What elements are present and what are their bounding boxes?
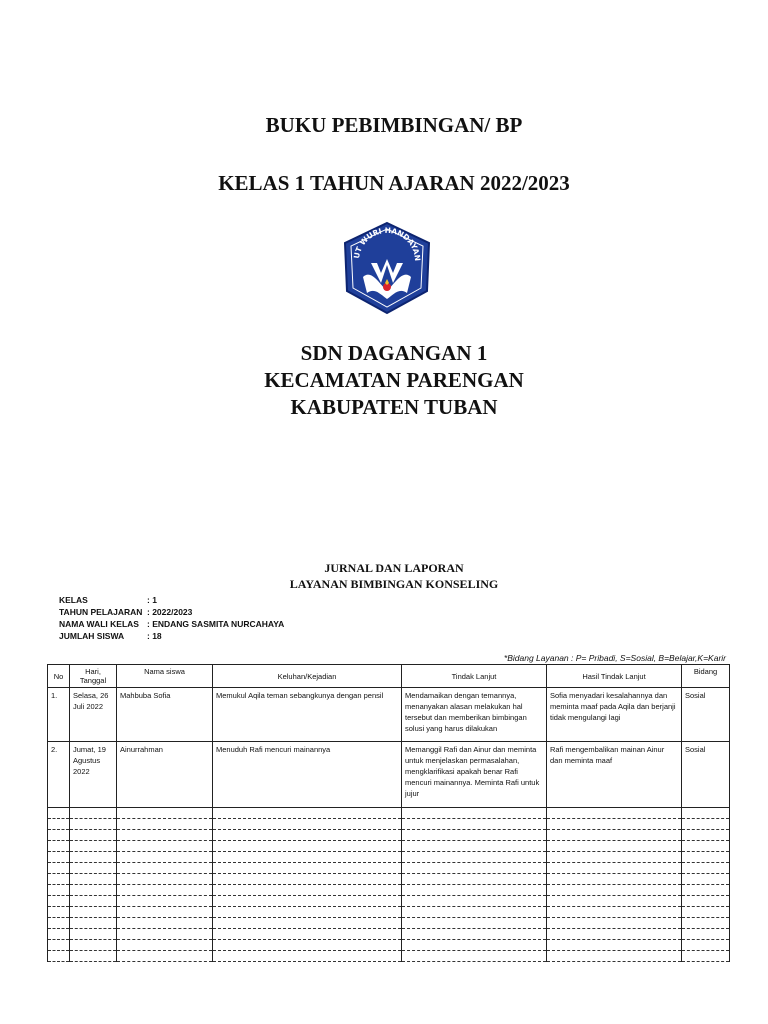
empty-cell (48, 819, 70, 830)
cell-name: Mahbuba Sofia (117, 688, 213, 742)
empty-cell (547, 852, 682, 863)
empty-cell (213, 929, 402, 940)
empty-cell (682, 918, 730, 929)
empty-cell (213, 885, 402, 896)
empty-cell (682, 940, 730, 951)
empty-cell (402, 874, 547, 885)
empty-cell (48, 929, 70, 940)
info-value: : ENDANG SASMITA NURCAHAYA (147, 619, 285, 629)
empty-table-row (48, 874, 730, 885)
cell-action: Memanggil Rafi dan Ainur dan meminta untuk menjelaskan permasalahan, mengklarifikasi apakah benar Rafi mencuri mainannya. Meminta Rafi untuk jujur (402, 742, 547, 808)
empty-cell (48, 918, 70, 929)
empty-cell (682, 896, 730, 907)
col-header-name: Nama siswa (117, 665, 213, 688)
cell-result: Rafi mengembalikan mainan Ainur dan meminta maaf (547, 742, 682, 808)
col-header-date: Hari, Tanggal (70, 665, 117, 688)
empty-cell (682, 885, 730, 896)
empty-cell (213, 819, 402, 830)
school-district: KECAMATAN PARENGAN (264, 368, 524, 392)
empty-cell (213, 918, 402, 929)
empty-cell (682, 841, 730, 852)
empty-cell (402, 841, 547, 852)
empty-cell (70, 874, 117, 885)
journal-table (47, 664, 730, 962)
empty-table-row (48, 808, 730, 819)
journal-heading (0, 560, 768, 592)
empty-cell (213, 841, 402, 852)
empty-cell (402, 951, 547, 962)
cell-date: Selasa, 26 Juli 2022 (70, 688, 117, 742)
empty-table-row (48, 940, 730, 951)
empty-cell (48, 951, 70, 962)
empty-cell (70, 841, 117, 852)
table-row (48, 742, 730, 808)
info-value: : 18 (147, 631, 162, 641)
empty-cell (70, 808, 117, 819)
col-header-field: Bidang (682, 665, 730, 688)
empty-cell (547, 863, 682, 874)
empty-cell (213, 951, 402, 962)
empty-cell (213, 940, 402, 951)
empty-cell (117, 841, 213, 852)
empty-cell (48, 841, 70, 852)
empty-cell (547, 808, 682, 819)
empty-table-row (48, 896, 730, 907)
empty-cell (682, 874, 730, 885)
empty-table-row (48, 841, 730, 852)
empty-cell (48, 863, 70, 874)
empty-cell (213, 808, 402, 819)
school-identity (0, 340, 768, 421)
journal-heading-line1: JURNAL DAN LAPORAN (324, 561, 464, 575)
empty-table-row (48, 852, 730, 863)
table-header-row (48, 665, 730, 688)
empty-cell (402, 808, 547, 819)
empty-cell (213, 896, 402, 907)
empty-table-row (48, 929, 730, 940)
service-field-note: *Bidang Layanan : P= Pribadi, S=Sosial, B=Belajar,K=Karir (503, 653, 726, 663)
empty-cell (547, 841, 682, 852)
info-row-students (59, 630, 284, 642)
journal-heading-line2: LAYANAN BIMBINGAN KONSELING (289, 577, 499, 591)
col-header-no: No (48, 665, 70, 688)
empty-cell (402, 885, 547, 896)
empty-cell (117, 885, 213, 896)
empty-cell (117, 951, 213, 962)
cell-field: Sosial (682, 688, 730, 742)
empty-cell (117, 863, 213, 874)
empty-cell (402, 896, 547, 907)
empty-cell (402, 863, 547, 874)
info-row-teacher (59, 618, 284, 630)
empty-cell (48, 940, 70, 951)
info-label: JUMLAH SISWA (59, 631, 125, 641)
empty-cell (547, 929, 682, 940)
empty-cell (213, 907, 402, 918)
empty-cell (117, 929, 213, 940)
empty-cell (117, 940, 213, 951)
empty-cell (547, 896, 682, 907)
empty-cell (402, 929, 547, 940)
empty-cell (117, 819, 213, 830)
cover-title-line2: KELAS 1 TAHUN AJARAN 2022/2023 (218, 171, 570, 195)
empty-table-row (48, 819, 730, 830)
cell-action: Mendamaikan dengan temannya, menanyakan alasan melakukan hal tersebut dan memberikan bimbingan solusi yang harus dilakukan (402, 688, 547, 742)
empty-cell (213, 852, 402, 863)
col-header-result: Hasil Tindak Lanjut (547, 665, 682, 688)
empty-table-row (48, 885, 730, 896)
empty-cell (402, 852, 547, 863)
info-value: : 1 (147, 595, 157, 605)
table-row (48, 688, 730, 742)
cell-field: Sosial (682, 742, 730, 808)
empty-cell (48, 896, 70, 907)
cell-no: 1. (48, 688, 70, 742)
col-header-complaint: Keluhan/Kejadian (213, 665, 402, 688)
empty-rows (48, 808, 730, 962)
empty-cell (117, 830, 213, 841)
empty-cell (213, 830, 402, 841)
cell-no: 2. (48, 742, 70, 808)
empty-cell (70, 819, 117, 830)
empty-cell (48, 808, 70, 819)
empty-cell (70, 929, 117, 940)
school-regency: KABUPATEN TUBAN (290, 395, 498, 419)
empty-cell (70, 907, 117, 918)
empty-cell (547, 819, 682, 830)
empty-cell (682, 819, 730, 830)
empty-cell (48, 852, 70, 863)
empty-cell (117, 808, 213, 819)
empty-cell (682, 929, 730, 940)
empty-table-row (48, 918, 730, 929)
empty-cell (213, 874, 402, 885)
cell-date: Jumat, 19 Agustus 2022 (70, 742, 117, 808)
empty-cell (402, 907, 547, 918)
cell-name: Ainurrahman (117, 742, 213, 808)
info-row-year (59, 606, 284, 618)
empty-cell (402, 830, 547, 841)
empty-cell (213, 863, 402, 874)
empty-cell (70, 830, 117, 841)
empty-cell (402, 819, 547, 830)
empty-cell (48, 907, 70, 918)
empty-cell (547, 940, 682, 951)
tut-wuri-handayani-logo (341, 221, 433, 315)
info-label: NAMA WALI KELAS (59, 619, 139, 629)
empty-table-row (48, 951, 730, 962)
empty-cell (682, 951, 730, 962)
school-name: SDN DAGANGAN 1 (300, 341, 488, 365)
empty-cell (547, 874, 682, 885)
empty-cell (117, 896, 213, 907)
cell-result: Sofia menyadari kesalahannya dan meminta maaf pada Aqila dan berjanji tidak mengulangi lagi (547, 688, 682, 742)
empty-table-row (48, 863, 730, 874)
empty-cell (70, 852, 117, 863)
empty-cell (117, 918, 213, 929)
empty-cell (117, 852, 213, 863)
empty-cell (682, 830, 730, 841)
empty-cell (48, 874, 70, 885)
empty-cell (682, 852, 730, 863)
empty-table-row (48, 830, 730, 841)
empty-cell (547, 830, 682, 841)
empty-cell (547, 885, 682, 896)
info-row-class (59, 594, 284, 606)
svg-text:TUT WURI HANDAYANI: UT WURI HANDAYAN (352, 225, 423, 262)
empty-cell (547, 918, 682, 929)
empty-cell (402, 918, 547, 929)
empty-cell (70, 940, 117, 951)
empty-cell (547, 951, 682, 962)
info-label: KELAS (59, 595, 88, 605)
empty-cell (682, 808, 730, 819)
info-label: TAHUN PELAJARAN (59, 607, 143, 617)
empty-cell (70, 896, 117, 907)
empty-table-row (48, 907, 730, 918)
logo-emblem-icon (341, 221, 433, 315)
empty-cell (117, 874, 213, 885)
empty-cell (117, 907, 213, 918)
cell-complaint: Memukul Aqila teman sebangkunya dengan pensil (213, 688, 402, 742)
empty-cell (70, 863, 117, 874)
info-value: : 2022/2023 (147, 607, 193, 617)
empty-cell (70, 918, 117, 929)
empty-cell (547, 907, 682, 918)
empty-cell (48, 830, 70, 841)
empty-cell (682, 863, 730, 874)
cell-complaint: Menuduh Rafi mencuri mainannya (213, 742, 402, 808)
empty-cell (402, 940, 547, 951)
cover-title-line1: BUKU PEBIMBINGAN/ BP (265, 113, 523, 137)
col-header-action: Tindak Lanjut (402, 665, 547, 688)
class-info (59, 594, 284, 642)
empty-cell (48, 885, 70, 896)
empty-cell (70, 951, 117, 962)
empty-cell (682, 907, 730, 918)
empty-cell (70, 885, 117, 896)
